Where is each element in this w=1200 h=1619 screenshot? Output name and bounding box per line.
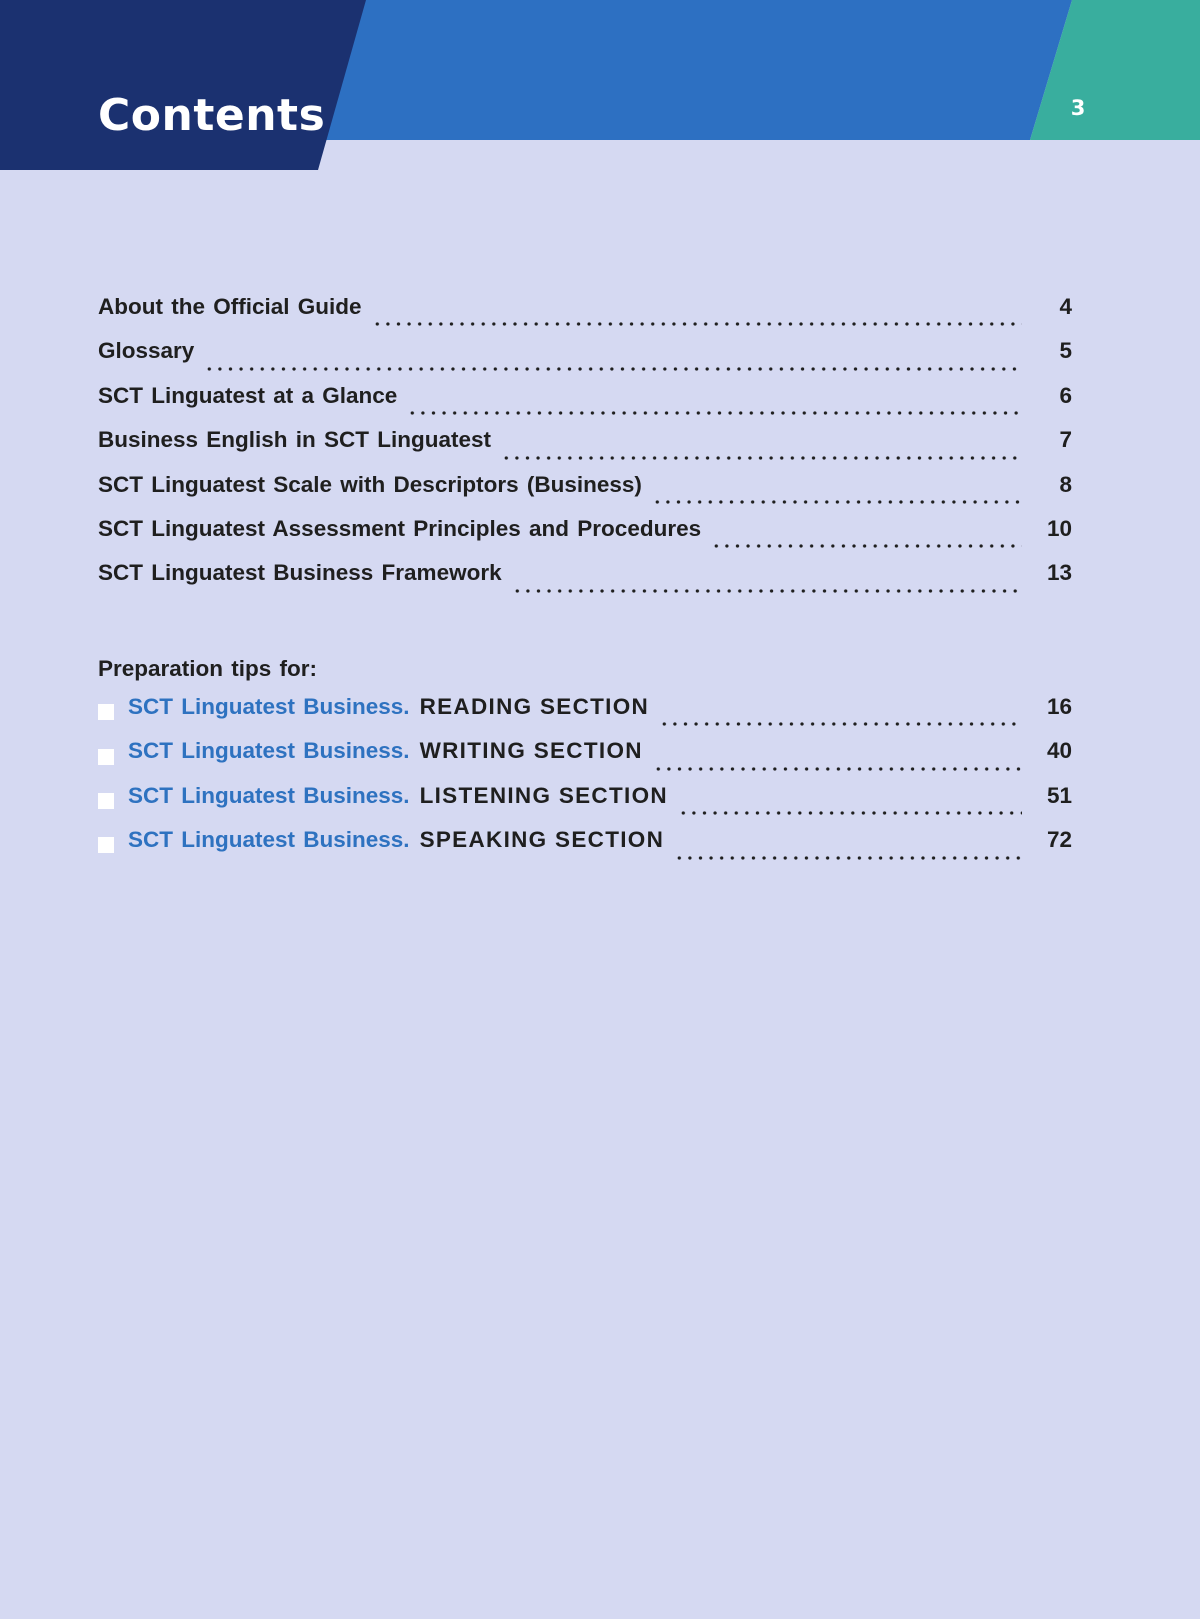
preparation-page: 40: [1046, 738, 1072, 764]
dot-leader: [659, 721, 1022, 727]
toc-entry[interactable]: [98, 560, 1072, 604]
preparation-page: 72: [1046, 827, 1072, 853]
toc-entry-page: 7: [1059, 427, 1072, 453]
preparation-brand: SCT Linguatest Business.: [128, 694, 410, 719]
preparation-list: [98, 694, 1072, 872]
square-bullet-icon: [98, 749, 114, 765]
header-banner-graphic: [0, 0, 1200, 170]
header-navy-band: [0, 0, 366, 170]
dot-leader: [652, 499, 1022, 505]
preparation-entry[interactable]: [98, 827, 1072, 871]
toc-entry-title: SCT Linguatest Scale with Descriptors (Business): [98, 471, 642, 497]
preparation-page: 51: [1046, 782, 1072, 808]
toc-entry-page: 5: [1059, 338, 1072, 364]
square-bullet-icon: [98, 793, 114, 809]
toc-entry[interactable]: [98, 427, 1072, 471]
preparation-entry[interactable]: [98, 738, 1072, 782]
preparation-entry[interactable]: [98, 783, 1072, 827]
toc-entry[interactable]: [98, 472, 1072, 516]
toc-entry-title: Glossary: [98, 338, 195, 364]
toc-entry-title: Business English in SCT Linguatest: [98, 427, 492, 453]
dot-leader: [711, 543, 1022, 549]
dot-leader: [678, 810, 1022, 816]
preparation-brand: SCT Linguatest Business.: [128, 827, 410, 853]
table-of-contents: [98, 294, 1072, 605]
preparation-entry[interactable]: [98, 694, 1072, 738]
page-title: Contents: [98, 90, 326, 141]
page-number: 3: [1070, 96, 1086, 120]
toc-entry-page: 8: [1059, 471, 1072, 497]
page-header: [0, 0, 1200, 170]
preparation-brand: SCT Linguatest Business.: [128, 738, 410, 764]
dot-leader: [501, 455, 1022, 461]
dot-leader: [372, 321, 1023, 327]
preparation-section: SPEAKING SECTION: [419, 827, 665, 853]
preparation-heading: Preparation tips for:: [98, 656, 318, 681]
dot-leader: [653, 766, 1022, 772]
preparation-section: READING SECTION: [419, 694, 650, 719]
toc-entry[interactable]: [98, 294, 1072, 338]
dot-leader: [407, 410, 1022, 416]
header-blue-band: [315, 0, 1072, 140]
toc-entry-page: 10: [1046, 515, 1072, 541]
toc-entry-title: SCT Linguatest at a Glance: [98, 382, 398, 408]
preparation-section: WRITING SECTION: [419, 738, 643, 764]
toc-entry-title: SCT Linguatest Assessment Principles and Procedures: [98, 515, 702, 541]
toc-entry[interactable]: [98, 338, 1072, 382]
preparation-brand: SCT Linguatest Business.: [128, 782, 410, 808]
square-bullet-icon: [98, 837, 114, 853]
dot-leader: [204, 366, 1022, 372]
toc-entry[interactable]: [98, 383, 1072, 427]
preparation-section: LISTENING SECTION: [419, 782, 668, 808]
square-bullet-icon: [98, 704, 114, 720]
toc-entry-page: 13: [1046, 560, 1072, 586]
toc-entry-page: 4: [1059, 294, 1072, 319]
toc-entry-title: SCT Linguatest Business Framework: [98, 560, 502, 586]
dot-leader: [512, 588, 1022, 594]
toc-entry[interactable]: [98, 516, 1072, 560]
toc-entry-title: About the Official Guide: [98, 294, 362, 319]
dot-leader: [674, 855, 1022, 861]
toc-entry-page: 6: [1059, 382, 1072, 408]
preparation-page: 16: [1046, 694, 1072, 719]
